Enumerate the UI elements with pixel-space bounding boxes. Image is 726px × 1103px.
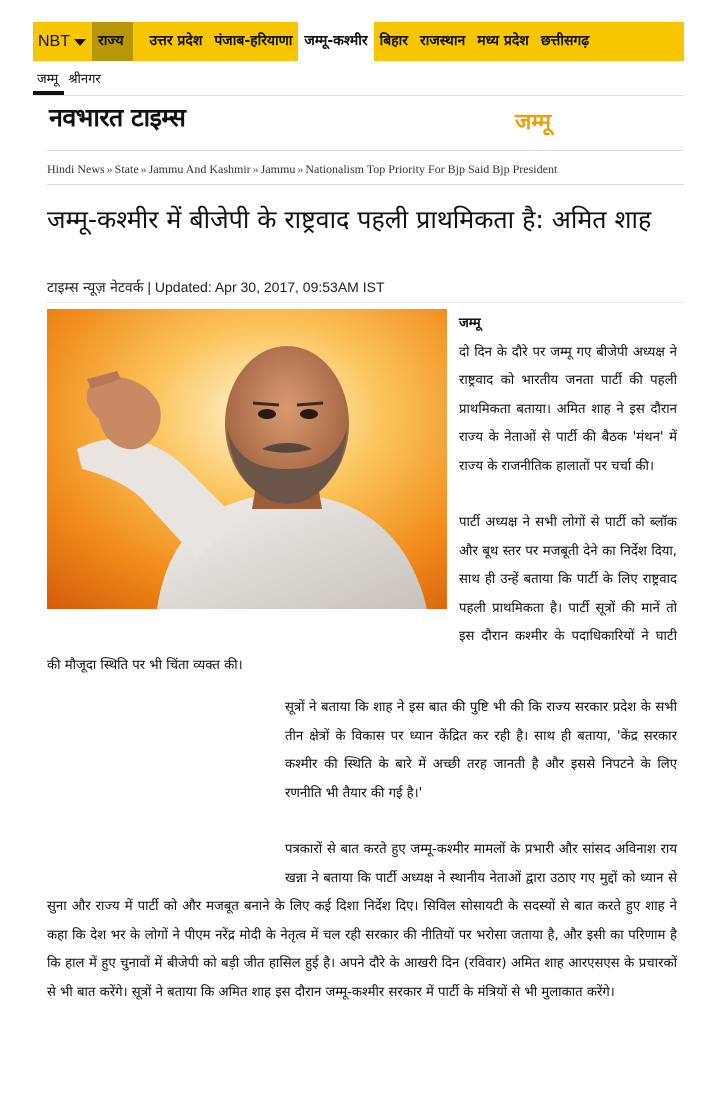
article-paragraph-2: पार्टी अध्यक्ष ने सभी लोगों से पार्टी को ब्लॉक और बूथ स्तर पर मजबूती देने का निर्देश दिया, साथ ही उन्हें बताया कि पार्टी के लिए राष्ट्रवाद पहली प्राथमिकता है। पार्टी सूत्रों की मानें तो इस दौरान कश्मीर के पदाधिकारियों ने घाटी की मौजूदा स्थिति पर भी चिंता व्यक्त की। (47, 515, 677, 673)
nav-item-bihar[interactable]: बिहार (379, 33, 409, 49)
article-paragraph-1: दो दिन के दौरे पर जम्मू गए बीजेपी अध्यक्ष ने राष्ट्रवाद को भारतीय जनता पार्टी की पहली प्राथमिकता बताया। अमित शाह ने इस दौरान राज्य के नेताओं से पार्टी की बैठक 'मंथन' में राज्य के राजनीतिक हालातों पर चर्चा की। (459, 344, 677, 474)
photo-float-spacer (47, 310, 459, 638)
nav-item-rajya[interactable]: राज्य (92, 22, 133, 61)
article-paragraph-4: पत्रकारों से बात करते हुए जम्मू-कश्मीर मामलों के प्रभारी और सांसद अविनाश राय खन्ना ने बताया कि पार्टी अध्यक्ष ने स्थानीय नेताओं द्वारा उठाए गए मुद्दों को ध्यान से सुना और राज्य में पार्टी को और मजबूत बनाने के लिए कई दिशा निर्देश दिए। सिविल सोसायटी के सदस्यों से बात करते हुए शाह ने कहा कि देश भर के लोगों ने पीएम नरेंद्र मोदी के नेतृत्व में चल रही सरकार की नीतियों पर भरोसा जताया है, और इसी का परिणाम है कि हाल में हुए चुनावों में बीजेपी को बड़ी जीत हासिल हुई है। अपने दौरे के आखरी दिन (रविवार) अमित शाह आरएसएस के प्रचारकों से भी बात करेंगे। सूत्रों ने बताया कि अमित शाह इस दौरान जम्मू-कश्मीर सरकार में पार्टी के मंत्रियों से भी मुलाकात करेंगे। (47, 842, 677, 1000)
subnav-item-jammu[interactable]: जम्मू (33, 69, 64, 95)
header-divider (47, 150, 684, 151)
breadcrumb-jammu-and-kashmir[interactable]: Jammu And Kashmir (148, 162, 251, 176)
breadcrumb-separator: » (106, 162, 113, 176)
section-title[interactable]: जम्मू (515, 110, 552, 135)
article-body (47, 310, 677, 1007)
breadcrumb (47, 162, 557, 177)
nav-item-rajasthan[interactable]: राजस्थान (420, 33, 466, 49)
breadcrumb-divider (47, 184, 684, 185)
nav-item-jammu-kashmir[interactable]: जम्मू-कश्मीर (298, 22, 373, 61)
nav-item-chhattisgarh[interactable]: छत्तीसगढ़ (540, 33, 590, 49)
meta-divider (47, 302, 684, 303)
caret-down-icon (74, 39, 86, 46)
text-float-spacer (47, 680, 285, 868)
city-subnav (33, 61, 684, 96)
article-meta (47, 278, 385, 297)
breadcrumb-separator: » (252, 162, 259, 176)
article-paragraph-3: सूत्रों ने बताया कि शाह ने इस बात की पुष्टि भी की कि राज्य सरकार प्रदेश के सभी तीन क्षेत्रों के विकास पर ध्यान केंद्रित कर रही है। साथ ही बताया, 'केंद्र सरकार कश्मीर की स्थिति के बारे में अच्छी तरह जानती है और इससे निपटने के लिए रणनीति भी तैयार की गई है।' (285, 700, 677, 801)
nav-item-uttar-pradesh[interactable]: उत्तर प्रदेश (149, 33, 203, 49)
article-updated-time: | Updated: Apr 30, 2017, 09:53AM IST (143, 279, 385, 295)
state-nav-bar (33, 22, 684, 61)
subnav-item-srinagar[interactable]: श्रीनगर (68, 72, 101, 87)
article-headline: जम्मू-कश्मीर में बीजेपी के राष्ट्रवाद पहली प्राथमिकता है: अमित शाह (47, 205, 652, 234)
nbt-menu-button[interactable] (33, 22, 92, 61)
breadcrumb-separator: » (297, 162, 304, 176)
breadcrumb-current-page: Nationalism Top Priority For Bjp Said Bjp President (305, 162, 558, 176)
article-dateline: जम्मू (459, 316, 481, 331)
breadcrumb-state[interactable]: State (114, 162, 139, 176)
page (33, 22, 684, 1000)
breadcrumb-separator: » (140, 162, 147, 176)
nav-item-punjab-haryana[interactable]: पंजाब-हरियाणा (214, 33, 293, 49)
site-logo[interactable]: नवभारत टाइम्स (49, 103, 186, 132)
site-header (33, 96, 684, 152)
article-byline: टाइम्स न्यूज़ नेटवर्क (47, 280, 144, 296)
nbt-label: NBT (38, 32, 70, 50)
breadcrumb-jammu[interactable]: Jammu (260, 162, 296, 176)
breadcrumb-hindi-news[interactable]: Hindi News (47, 162, 105, 176)
nav-item-madhya-pradesh[interactable]: मध्य प्रदेश (477, 33, 529, 49)
